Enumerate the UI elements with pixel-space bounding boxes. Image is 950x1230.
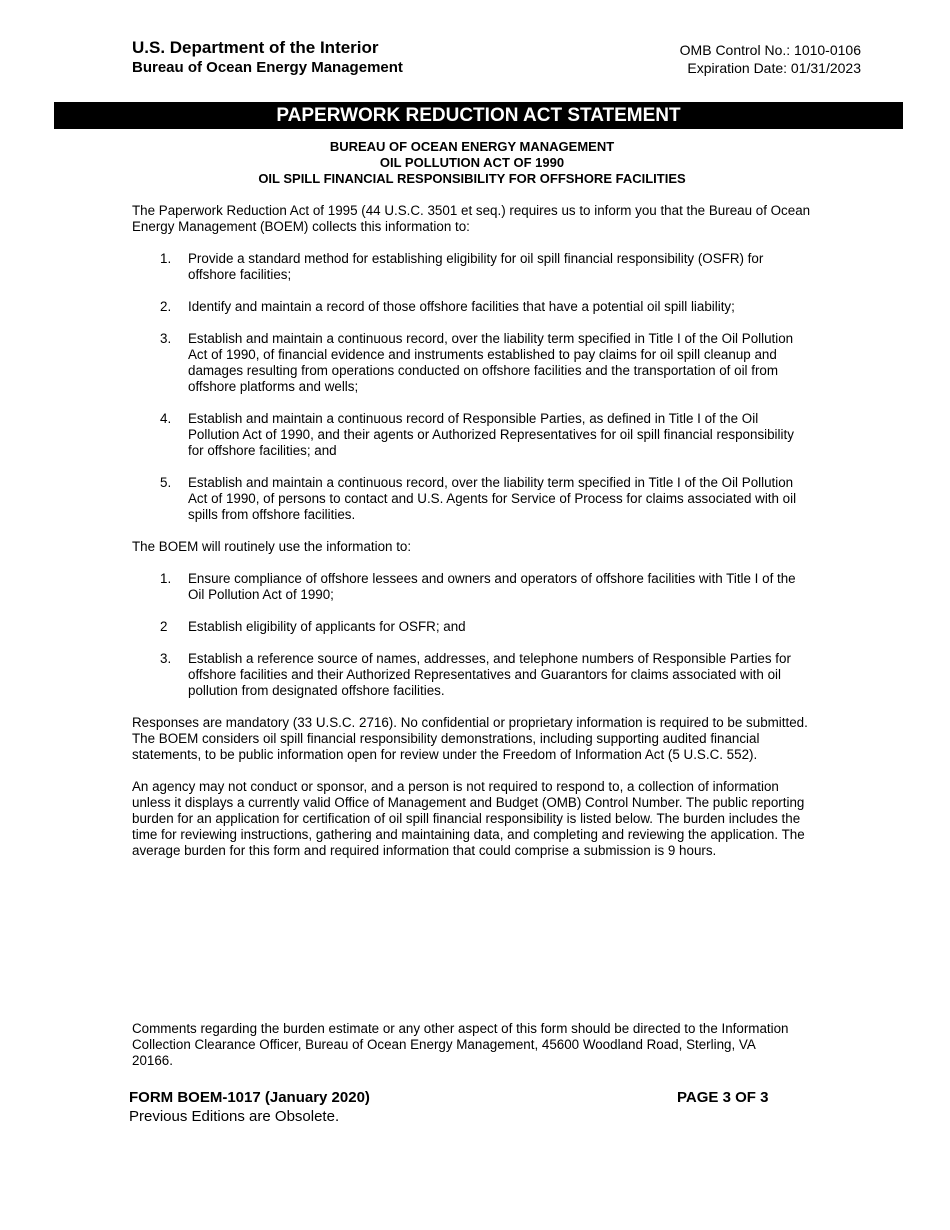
document-subheading [132, 139, 812, 187]
list-number: 1. [160, 251, 172, 266]
bureau-name: Bureau of Ocean Energy Management [132, 59, 403, 76]
subheading-line: OIL SPILL FINANCIAL RESPONSIBILITY FOR OFFSHORE FACILITIES [258, 171, 686, 186]
list-item [132, 651, 812, 699]
list-number: 2. [160, 299, 172, 314]
list-number: 3. [160, 331, 172, 346]
list-text: Identify and maintain a record of those offshore facilities that have a potential oil spill liability; [188, 299, 735, 314]
statement-body [132, 203, 812, 875]
list-text: Establish and maintain a continuous record of Responsible Parties, as defined in Title I of the Oil Pollution Act of 1990, and their agents or Authorized Representatives for oil spill financial responsibility for offshore facilities; and [188, 411, 794, 458]
uses-intro: The BOEM will routinely use the information to: [132, 539, 412, 554]
list-text: Ensure compliance of offshore lessees and owners and operators of offshore facilities with Title I of the Oil Pollution Act of 1990; [188, 571, 796, 602]
list-item [132, 571, 812, 603]
agency-paragraph: An agency may not conduct or sponsor, and a person is not required to respond to, a collection of information unless it displays a currently valid Office of Management and Budget (OMB) Control Number. The public reporting burden for an application for certification of oil spill financial responsibility is listed below. The burden includes the time for reviewing instructions, gathering and maintaining data, and completing and reviewing the application. The average burden for this form and required information that could comprise a submission is 9 hours. [132, 779, 805, 858]
expiration-date: Expiration Date: 01/31/2023 [687, 60, 861, 76]
department-name: U.S. Department of the Interior [132, 38, 379, 57]
responses-paragraph: Responses are mandatory (33 U.S.C. 2716). No confidential or proprietary information is required to be submitted. The BOEM considers oil spill financial responsibility demonstrations, including supporting audited financial statements, to be public information open for review under the Freedom of Information Act (5 U.S.C. 552). [132, 715, 808, 762]
list-item [132, 411, 812, 459]
list-item [132, 475, 812, 523]
intro-paragraph: The Paperwork Reduction Act of 1995 (44 U.S.C. 3501 et seq.) requires us to inform you that the Bureau of Ocean Energy Management (BOEM) collects this information to: [132, 203, 811, 234]
page-number: PAGE 3 OF 3 [677, 1089, 769, 1106]
agency-header [132, 38, 403, 77]
list-text: Provide a standard method for establishing eligibility for oil spill financial responsibility (OSFR) for offshore facilities; [188, 251, 764, 282]
list-text: Establish a reference source of names, addresses, and telephone numbers of Responsible Parties for offshore facilities and their Authorized Representatives and Guarantors for claims associated with oil pollution from designated offshore facilities. [188, 651, 791, 698]
section-banner: PAPERWORK REDUCTION ACT STATEMENT [54, 102, 903, 129]
list-number: 2 [160, 619, 168, 634]
comments-paragraph: Comments regarding the burden estimate or any other aspect of this form should be directed to the Information Collection Clearance Officer, Bureau of Ocean Energy Management, 45600 Woodland Road, Sterling, VA 20166. [132, 1021, 789, 1068]
list-item [132, 299, 812, 315]
omb-control-number: OMB Control No.: 1010-0106 [679, 42, 861, 58]
uses-list [132, 571, 812, 699]
list-number: 3. [160, 651, 172, 666]
obsolete-note: Previous Editions are Obsolete. [129, 1108, 340, 1125]
omb-info [680, 41, 861, 77]
form-footer [129, 1088, 370, 1126]
list-item [132, 619, 812, 635]
list-number: 5. [160, 475, 172, 490]
subheading-line: BUREAU OF OCEAN ENERGY MANAGEMENT [329, 139, 615, 154]
list-item [132, 331, 812, 395]
subheading-line: OIL POLLUTION ACT OF 1990 [379, 155, 565, 170]
list-number: 1. [160, 571, 172, 586]
form-identifier: FORM BOEM-1017 (January 2020) [129, 1089, 370, 1106]
list-text: Establish and maintain a continuous record, over the liability term specified in Title I of the Oil Pollution Act of 1990, of financial evidence and instruments established to pay claims for oil spill cleanup and damages resulting from operations conducted on offshore facilities and the transportation of oil from offshore platforms and wells; [188, 331, 794, 394]
list-number: 4. [160, 411, 172, 426]
list-text: Establish eligibility of applicants for OSFR; and [188, 619, 466, 634]
list-text: Establish and maintain a continuous record, over the liability term specified in Title I of the Oil Pollution Act of 1990, of persons to contact and U.S. Agents for Service of Process for claims associated with oil spills from offshore facilities. [188, 475, 797, 522]
list-item [132, 251, 812, 283]
purposes-list [132, 251, 812, 523]
